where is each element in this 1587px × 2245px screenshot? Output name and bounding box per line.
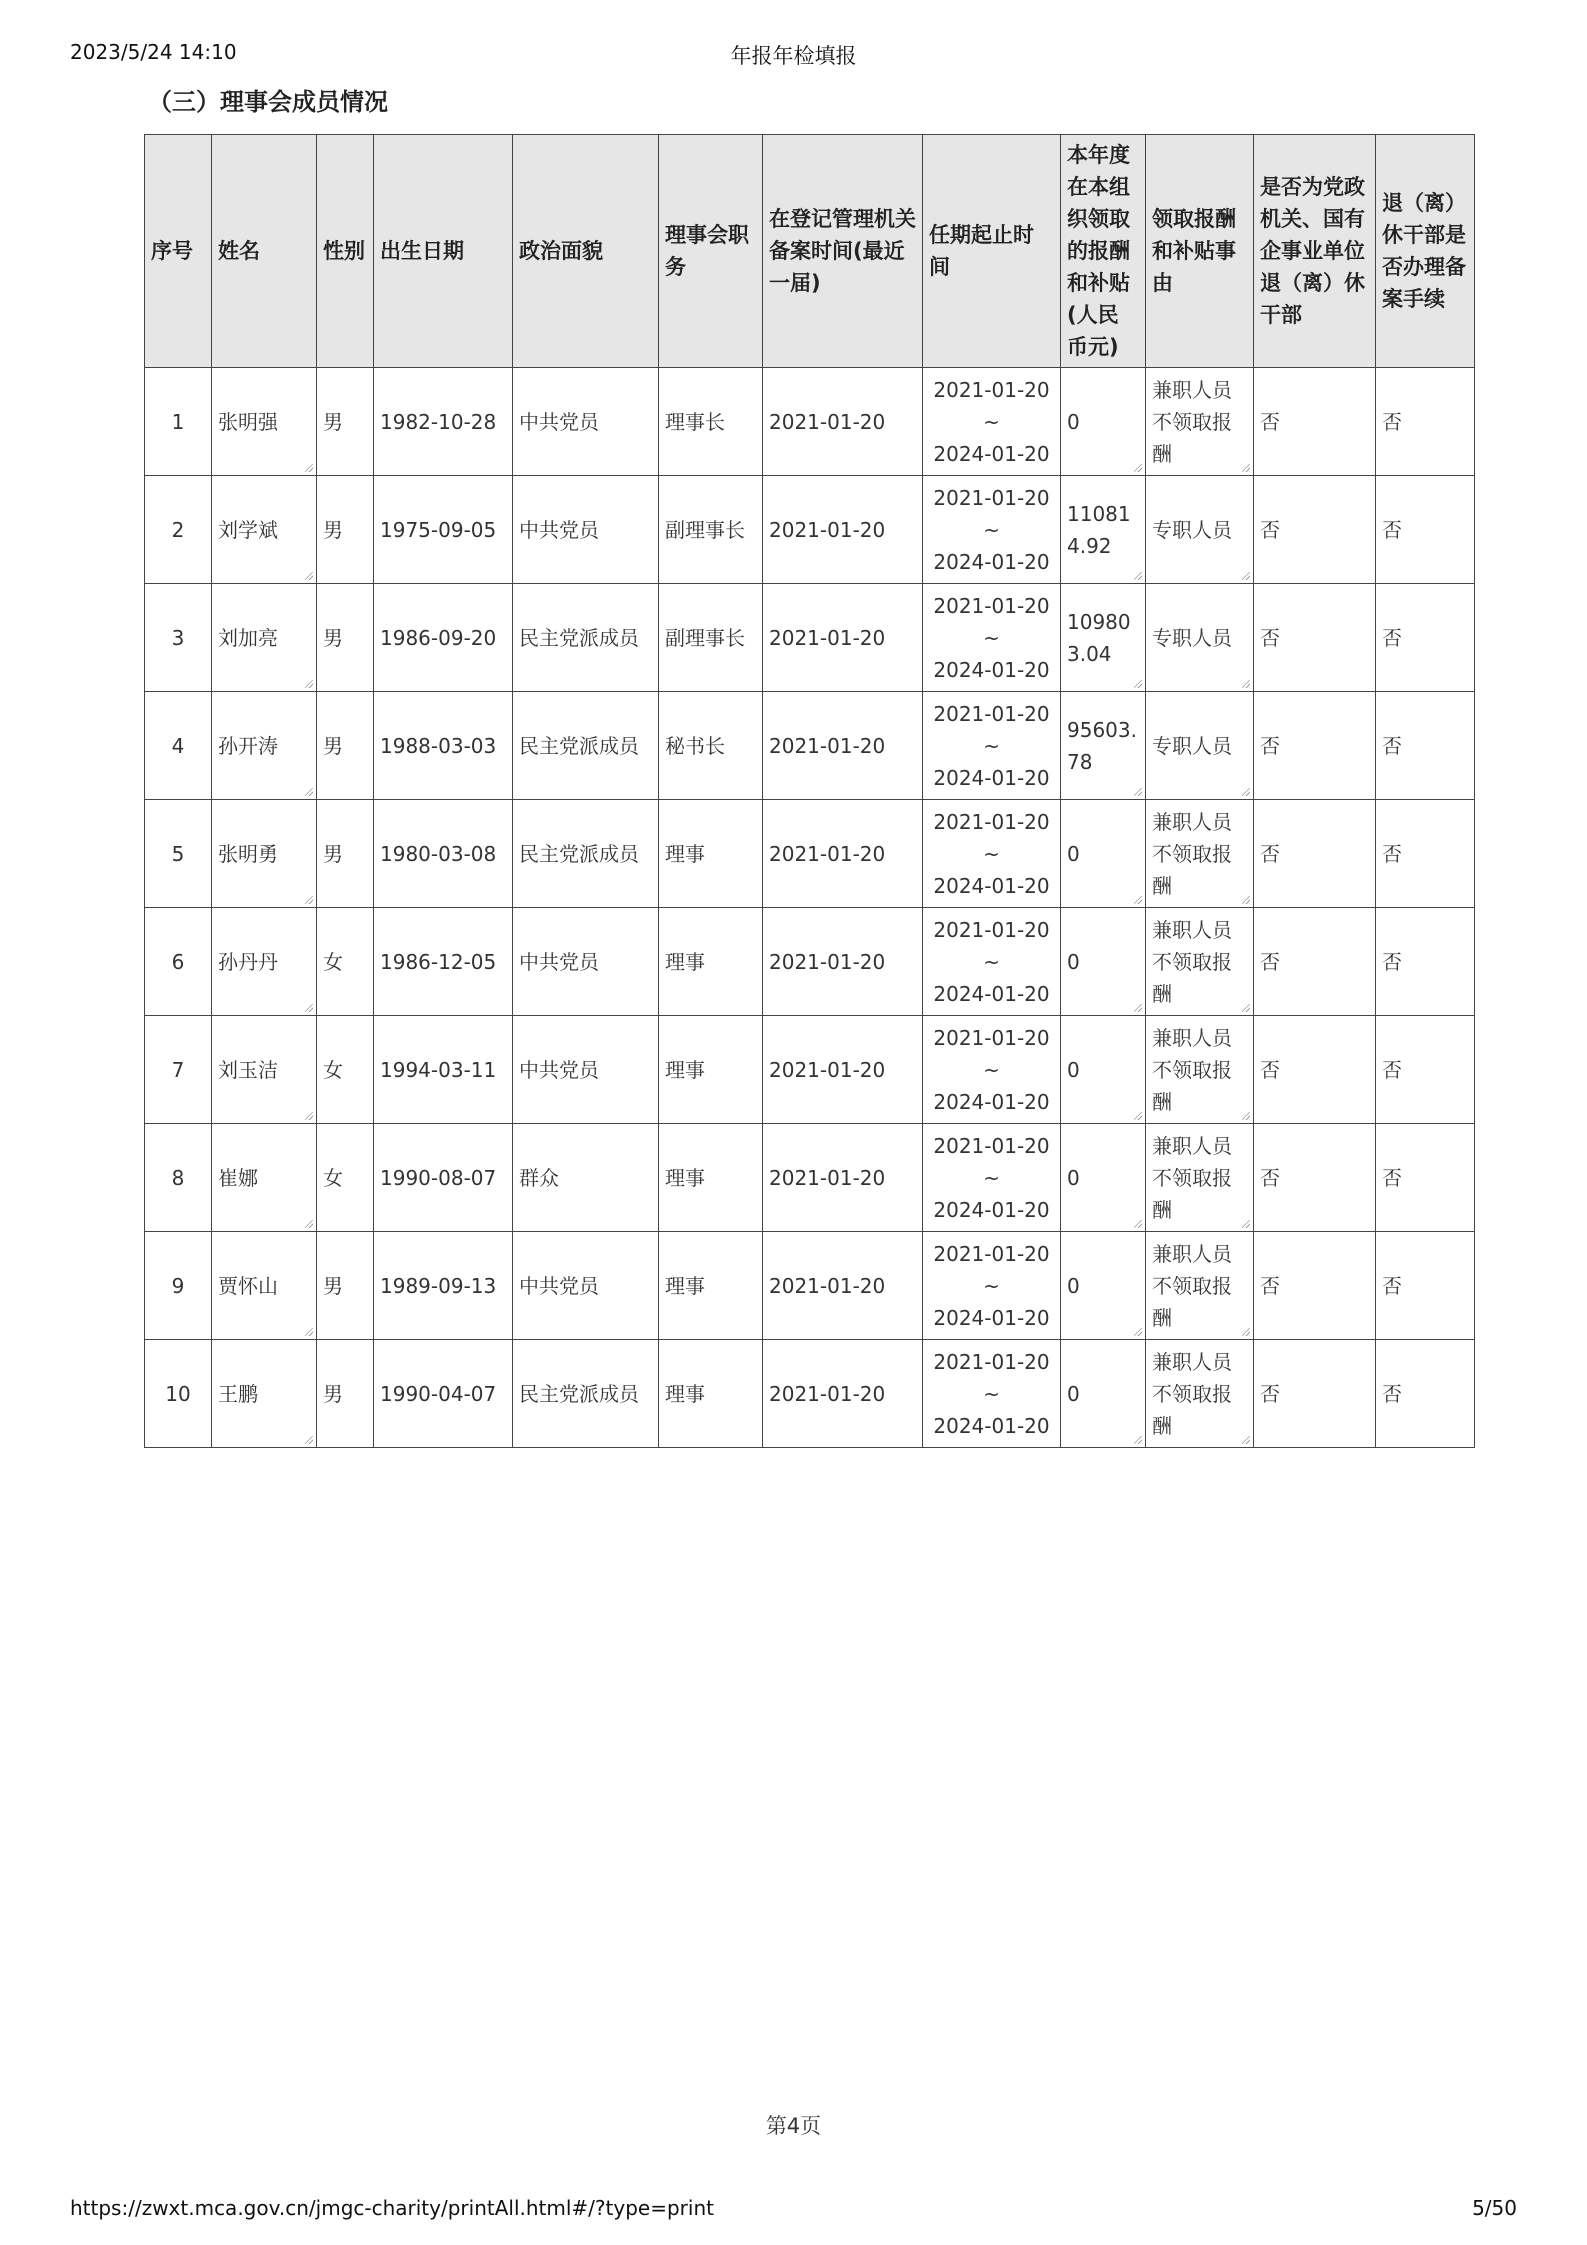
col-header: 在登记管理机关备案时间(最近一届) <box>763 135 923 368</box>
cell-retiree-filing: 否 <box>1376 1340 1475 1448</box>
term-end: 2024-01-20 <box>933 981 1050 1006</box>
cell-retiree-filing: 否 <box>1376 692 1475 800</box>
cell-filing-date: 2021-01-20 <box>763 692 923 800</box>
cell-term <box>923 692 1061 800</box>
cell-remuneration-reason: 兼职人员不领取报酬 <box>1146 800 1254 908</box>
term-start: 2021-01-20 <box>933 701 1050 726</box>
cell-term <box>923 1340 1061 1448</box>
cell-retiree-filing: 否 <box>1376 584 1475 692</box>
cell-filing-date: 2021-01-20 <box>763 1016 923 1124</box>
cell-board-position: 理事 <box>659 1016 763 1124</box>
board-members-table <box>144 134 1475 1448</box>
term-end: 2024-01-20 <box>933 441 1050 466</box>
cell-name: 刘玉洁 <box>212 1016 317 1124</box>
cell-remuneration: 0 <box>1061 800 1146 908</box>
col-header: 性别 <box>317 135 374 368</box>
cell-gender: 男 <box>317 692 374 800</box>
cell-name: 刘学斌 <box>212 476 317 584</box>
cell-political-status: 民主党派成员 <box>513 800 659 908</box>
page-url: https://zwxt.mca.gov.cn/jmgc-charity/printAll.html#/?type=print <box>70 2196 714 2220</box>
cell-retiree-filing: 否 <box>1376 1124 1475 1232</box>
term-start: 2021-01-20 <box>933 485 1050 510</box>
page-number: 第4页 <box>765 2114 822 2138</box>
cell-retired-official: 否 <box>1254 1124 1376 1232</box>
cell-filing-date: 2021-01-20 <box>763 800 923 908</box>
cell-retired-official: 否 <box>1254 368 1376 476</box>
cell-political-status: 中共党员 <box>513 1016 659 1124</box>
term-end: 2024-01-20 <box>933 1413 1050 1438</box>
print-datetime: 2023/5/24 14:10 <box>70 40 237 64</box>
cell-gender: 女 <box>317 908 374 1016</box>
term-sep: ~ <box>983 1381 1000 1406</box>
table-row <box>145 1340 1475 1448</box>
table-header-row <box>145 135 1475 368</box>
cell-birth-date: 1989-09-13 <box>374 1232 513 1340</box>
cell-remuneration: 0 <box>1061 368 1146 476</box>
term-end: 2024-01-20 <box>933 1197 1050 1222</box>
page-count: 5/50 <box>1472 2196 1517 2220</box>
cell-retired-official: 否 <box>1254 800 1376 908</box>
cell-term <box>923 476 1061 584</box>
cell-birth-date: 1988-03-03 <box>374 692 513 800</box>
cell-term <box>923 368 1061 476</box>
cell-board-position: 理事 <box>659 908 763 1016</box>
cell-remuneration-reason: 兼职人员不领取报酬 <box>1146 368 1254 476</box>
cell-name: 王鹏 <box>212 1340 317 1448</box>
cell-political-status: 民主党派成员 <box>513 584 659 692</box>
cell-retired-official: 否 <box>1254 476 1376 584</box>
cell-remuneration: 110814.92 <box>1061 476 1146 584</box>
cell-remuneration: 0 <box>1061 1340 1146 1448</box>
cell-birth-date: 1975-09-05 <box>374 476 513 584</box>
term-sep: ~ <box>983 1165 1000 1190</box>
term-sep: ~ <box>983 1057 1000 1082</box>
cell-remuneration-reason: 兼职人员不领取报酬 <box>1146 908 1254 1016</box>
cell-gender: 男 <box>317 368 374 476</box>
cell-remuneration: 95603.78 <box>1061 692 1146 800</box>
cell-retired-official: 否 <box>1254 1232 1376 1340</box>
cell-remuneration-reason: 专职人员 <box>1146 476 1254 584</box>
cell-birth-date: 1990-04-07 <box>374 1340 513 1448</box>
cell-name: 孙丹丹 <box>212 908 317 1016</box>
cell-term <box>923 908 1061 1016</box>
cell-filing-date: 2021-01-20 <box>763 584 923 692</box>
cell-board-position: 理事长 <box>659 368 763 476</box>
table-row <box>145 1124 1475 1232</box>
term-end: 2024-01-20 <box>933 1305 1050 1330</box>
term-start: 2021-01-20 <box>933 1133 1050 1158</box>
cell-gender: 男 <box>317 1232 374 1340</box>
term-start: 2021-01-20 <box>933 377 1050 402</box>
cell-remuneration-reason: 专职人员 <box>1146 692 1254 800</box>
cell-remuneration: 109803.04 <box>1061 584 1146 692</box>
term-end: 2024-01-20 <box>933 873 1050 898</box>
term-end: 2024-01-20 <box>933 549 1050 574</box>
cell-gender: 男 <box>317 476 374 584</box>
term-sep: ~ <box>983 841 1000 866</box>
cell-filing-date: 2021-01-20 <box>763 368 923 476</box>
col-header: 本年度在本组织领取的报酬和补贴(人民币元) <box>1061 135 1146 368</box>
cell-board-position: 理事 <box>659 1232 763 1340</box>
col-header: 出生日期 <box>374 135 513 368</box>
cell-name: 贾怀山 <box>212 1232 317 1340</box>
cell-political-status: 民主党派成员 <box>513 692 659 800</box>
cell-remuneration: 0 <box>1061 1016 1146 1124</box>
term-sep: ~ <box>983 409 1000 434</box>
term-start: 2021-01-20 <box>933 1349 1050 1374</box>
table-row <box>145 1016 1475 1124</box>
cell-retiree-filing: 否 <box>1376 368 1475 476</box>
cell-remuneration-reason: 专职人员 <box>1146 584 1254 692</box>
cell-retired-official: 否 <box>1254 584 1376 692</box>
cell-political-status: 中共党员 <box>513 908 659 1016</box>
cell-term <box>923 800 1061 908</box>
term-sep: ~ <box>983 1273 1000 1298</box>
cell-birth-date: 1994-03-11 <box>374 1016 513 1124</box>
cell-birth-date: 1990-08-07 <box>374 1124 513 1232</box>
table-row <box>145 476 1475 584</box>
cell-number: 8 <box>145 1124 212 1232</box>
cell-gender: 女 <box>317 1124 374 1232</box>
cell-political-status: 中共党员 <box>513 368 659 476</box>
cell-number: 5 <box>145 800 212 908</box>
table-row <box>145 584 1475 692</box>
col-header: 退（离）休干部是否办理备案手续 <box>1376 135 1475 368</box>
cell-filing-date: 2021-01-20 <box>763 1232 923 1340</box>
cell-birth-date: 1986-09-20 <box>374 584 513 692</box>
cell-remuneration-reason: 兼职人员不领取报酬 <box>1146 1124 1254 1232</box>
col-header: 序号 <box>145 135 212 368</box>
cell-board-position: 秘书长 <box>659 692 763 800</box>
cell-number: 7 <box>145 1016 212 1124</box>
cell-name: 刘加亮 <box>212 584 317 692</box>
cell-filing-date: 2021-01-20 <box>763 1124 923 1232</box>
cell-political-status: 民主党派成员 <box>513 1340 659 1448</box>
table-row <box>145 692 1475 800</box>
cell-retired-official: 否 <box>1254 1340 1376 1448</box>
term-end: 2024-01-20 <box>933 765 1050 790</box>
cell-term <box>923 1124 1061 1232</box>
cell-retired-official: 否 <box>1254 908 1376 1016</box>
cell-gender: 男 <box>317 800 374 908</box>
cell-term <box>923 1232 1061 1340</box>
term-start: 2021-01-20 <box>933 809 1050 834</box>
cell-retiree-filing: 否 <box>1376 800 1475 908</box>
cell-term <box>923 1016 1061 1124</box>
cell-filing-date: 2021-01-20 <box>763 476 923 584</box>
term-start: 2021-01-20 <box>933 1241 1050 1266</box>
col-header: 领取报酬和补贴事由 <box>1146 135 1254 368</box>
cell-name: 崔娜 <box>212 1124 317 1232</box>
cell-retiree-filing: 否 <box>1376 476 1475 584</box>
cell-board-position: 副理事长 <box>659 476 763 584</box>
cell-remuneration: 0 <box>1061 908 1146 1016</box>
col-header: 姓名 <box>212 135 317 368</box>
cell-political-status: 群众 <box>513 1124 659 1232</box>
cell-political-status: 中共党员 <box>513 1232 659 1340</box>
term-start: 2021-01-20 <box>933 593 1050 618</box>
cell-remuneration: 0 <box>1061 1232 1146 1340</box>
table-row <box>145 800 1475 908</box>
cell-gender: 男 <box>317 584 374 692</box>
cell-number: 9 <box>145 1232 212 1340</box>
table-row <box>145 908 1475 1016</box>
cell-board-position: 副理事长 <box>659 584 763 692</box>
col-header: 理事会职务 <box>659 135 763 368</box>
cell-filing-date: 2021-01-20 <box>763 908 923 1016</box>
cell-name: 孙开涛 <box>212 692 317 800</box>
cell-number: 10 <box>145 1340 212 1448</box>
cell-retired-official: 否 <box>1254 1016 1376 1124</box>
cell-birth-date: 1980-03-08 <box>374 800 513 908</box>
table-row <box>145 1232 1475 1340</box>
cell-number: 2 <box>145 476 212 584</box>
cell-name: 张明强 <box>212 368 317 476</box>
col-header: 任期起止时间 <box>923 135 1061 368</box>
cell-retiree-filing: 否 <box>1376 908 1475 1016</box>
term-sep: ~ <box>983 949 1000 974</box>
cell-retiree-filing: 否 <box>1376 1016 1475 1124</box>
col-header: 是否为党政机关、国有企事业单位退（离）休干部 <box>1254 135 1376 368</box>
term-start: 2021-01-20 <box>933 1025 1050 1050</box>
cell-gender: 男 <box>317 1340 374 1448</box>
cell-board-position: 理事 <box>659 1340 763 1448</box>
cell-birth-date: 1982-10-28 <box>374 368 513 476</box>
cell-remuneration-reason: 兼职人员不领取报酬 <box>1146 1232 1254 1340</box>
cell-remuneration-reason: 兼职人员不领取报酬 <box>1146 1016 1254 1124</box>
term-sep: ~ <box>983 733 1000 758</box>
cell-term <box>923 584 1061 692</box>
cell-board-position: 理事 <box>659 1124 763 1232</box>
cell-board-position: 理事 <box>659 800 763 908</box>
cell-retiree-filing: 否 <box>1376 1232 1475 1340</box>
cell-political-status: 中共党员 <box>513 476 659 584</box>
cell-remuneration-reason: 兼职人员不领取报酬 <box>1146 1340 1254 1448</box>
table-row <box>145 368 1475 476</box>
cell-filing-date: 2021-01-20 <box>763 1340 923 1448</box>
cell-retired-official: 否 <box>1254 692 1376 800</box>
term-start: 2021-01-20 <box>933 917 1050 942</box>
cell-number: 1 <box>145 368 212 476</box>
cell-number: 3 <box>145 584 212 692</box>
col-header: 政治面貌 <box>513 135 659 368</box>
document-title: 年报年检填报 <box>730 44 857 68</box>
term-end: 2024-01-20 <box>933 657 1050 682</box>
cell-name: 张明勇 <box>212 800 317 908</box>
cell-birth-date: 1986-12-05 <box>374 908 513 1016</box>
cell-number: 6 <box>145 908 212 1016</box>
term-sep: ~ <box>983 625 1000 650</box>
cell-gender: 女 <box>317 1016 374 1124</box>
cell-remuneration: 0 <box>1061 1124 1146 1232</box>
cell-number: 4 <box>145 692 212 800</box>
section-title: （三）理事会成员情况 <box>148 88 388 116</box>
term-end: 2024-01-20 <box>933 1089 1050 1114</box>
term-sep: ~ <box>983 517 1000 542</box>
